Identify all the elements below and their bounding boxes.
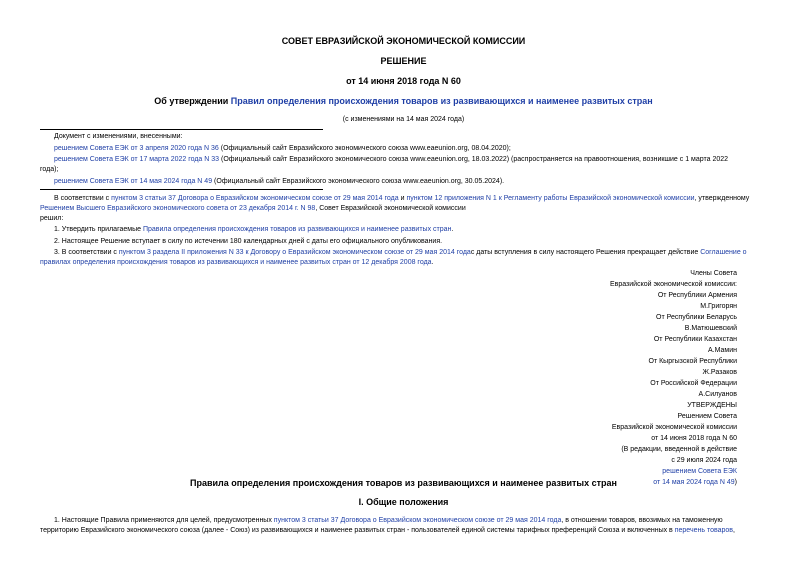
signature-line: В.Матюшевский [684,325,737,332]
change-link-1[interactable]: решением Совета ЕЭК от 3 апреля 2020 года N 36 [54,145,219,152]
divider-top [40,129,323,130]
signature-line: А.Силуанов [698,391,737,398]
change-link-2[interactable]: решением Совета ЕЭК от 17 марта 2022 года N 33 [54,156,220,163]
approval-line: от 14 июня 2018 года N 60 [651,435,737,442]
amendment-note: (с изменениями на 14 мая 2024 года) [342,116,465,123]
change-link-3[interactable]: решением Совета ЕЭК от 14 мая 2024 года N 49 [54,178,213,185]
signature-line: Ж.Разаков [702,369,737,376]
change-item: решением Совета ЕЭК от 3 апреля 2020 года N 36 (Официальный сайт Евразийского экономического союза www.eaeunion.org, 08.04.2020); [54,145,511,152]
change-item-cont: года); [40,166,59,173]
rules-title: Правила определения происхождения товаров из развивающихся и наименее развитых стран [190,478,617,488]
approval-line: (В редакции, введенной в действие [621,446,737,453]
rules-link[interactable]: Правила определения происхождения товаров из развивающихся и наименее развитых стран [142,226,452,233]
rules-paragraph-1: 1. Настоящие Правила применяются для целей, предусмотренных пунктом 3 статьи 37 Договора о Евразийском экономическом союзе от 29 мая 2014 года, в отношении товаров, ввозимых на таможенную [54,517,723,524]
signature-line: От Кыргызской Республики [648,358,737,365]
signature-line: От Республики Беларусь [656,314,737,321]
decision-date: от 14 июня 2018 года N 60 [346,76,461,86]
org-heading: СОВЕТ ЕВРАЗИЙСКОЙ ЭКОНОМИЧЕСКОЙ КОМИССИИ [281,36,526,46]
signature-line: А.Мамин [707,347,737,354]
approval-line: с 29 июля 2024 года [671,457,737,464]
signature-block [610,268,737,488]
signature-line: От Республики Армения [657,292,737,299]
decision-item-3: 3. В соответствии с пунктом 3 раздела II приложения N 33 к Договору о Евразийском экономическом союзе от 29 мая 2014 годас даты вступления в силу настоящего Решения прекращает действие Соглашение о [54,249,747,256]
agreement-link-cont[interactable]: правилах определения происхождения товаров из развивающихся и наименее развитых стран от 12 декабря 2008 года [40,259,432,266]
doc-type-heading: РЕШЕНИЕ [380,56,427,66]
rules-treaty-link[interactable]: пунктом 3 статьи 37 Договора о Евразийском экономическом союзе от 29 мая 2014 года [273,517,562,524]
preamble-line-2: Решением Высшего Евразийского экономического совета от 23 декабря 2014 г. N 98, Совет Евразийской экономической комиссии [40,205,466,212]
rules-paragraph-1-cont: территорию Евразийского экономического союза (далее - Союз) из развивающихся и наименее развитых стран - пользователей единой системы тарифных преференций Союза и включенных в перечень товаров, [40,527,735,534]
signature-line: Члены Совета [690,270,737,277]
decision-item-3-cont: правилах определения происхождения товаров из развивающихся и наименее развитых стран от 12 декабря 2008 года. [40,259,434,266]
decision-item-2: 2. Настоящее Решение вступает в силу по истечении 180 календарных дней с даты его официального опубликования. [54,238,443,245]
title-prefix: Об утверждении [154,96,231,106]
section-heading: I. Общие положения [358,497,449,507]
decided-label: решил: [40,215,64,222]
signature-line: М.Григорян [700,303,737,310]
treaty-link[interactable]: пунктом 3 статьи 37 Договора о Евразийском экономическом союзе от 29 мая 2014 года [111,195,399,202]
approval-line: Евразийской экономической комиссии [611,424,737,431]
decision-item-1: 1. Утвердить прилагаемые Правила определения происхождения товаров из развивающихся и наименее развитых стран. [54,226,454,233]
approval-link-1[interactable]: решением Совета ЕЭК [662,468,737,475]
annex-link[interactable]: пунктом 3 раздела II приложения N 33 к Договору о Евразийском экономическом союзе от 29 мая 2014 года [118,249,471,256]
goods-list-link[interactable]: перечень товаров [674,527,734,534]
regulation-link[interactable]: пунктом 12 приложения N 1 к Регламенту работы Евразийской экономической комиссии [406,195,695,202]
signature-line: Евразийской экономической комиссии: [609,281,737,288]
approval-line: Решением Совета [677,413,737,420]
agreement-link[interactable]: Соглашение о [700,249,747,256]
supreme-council-link[interactable]: Решением Высшего Евразийского экономического совета от 23 декабря 2014 г. N 98 [40,205,316,212]
signature-line: От Республики Казахстан [653,336,737,343]
changes-intro: Документ с изменениями, внесенными: [54,133,183,140]
signature-line: От Российской Федерации [650,380,737,387]
divider-bottom [40,189,323,190]
approval-line: УТВЕРЖДЕНЫ [687,402,737,409]
approval-line: от 14 мая 2024 года N 49) [653,479,737,486]
change-item: решением Совета ЕЭК от 14 мая 2024 года N 49 (Официальный сайт Евразийского экономического союза www.eaeunion.org, 30.05.2024). [54,178,505,185]
change-item: решением Совета ЕЭК от 17 марта 2022 года N 33 (Официальный сайт Евразийского экономического союза www.eaeunion.org, 18.03.2022) (распространяется на правоотношения, возникшие с 1 марта 2022 [54,156,729,163]
approval-link-2[interactable]: от 14 мая 2024 года N 49 [653,479,735,486]
title-rules-link[interactable]: Правил определения происхождения товаров из развивающихся и наименее развитых стран [230,96,653,106]
preamble-line-1: В соответствии с пунктом 3 статьи 37 Договора о Евразийском экономическом союзе от 29 мая 2014 года и пунктом 12 приложения N 1 к Регламенту работы Евразийской экономической комиссии, утвержденному [54,195,750,202]
decision-title [0,96,807,106]
